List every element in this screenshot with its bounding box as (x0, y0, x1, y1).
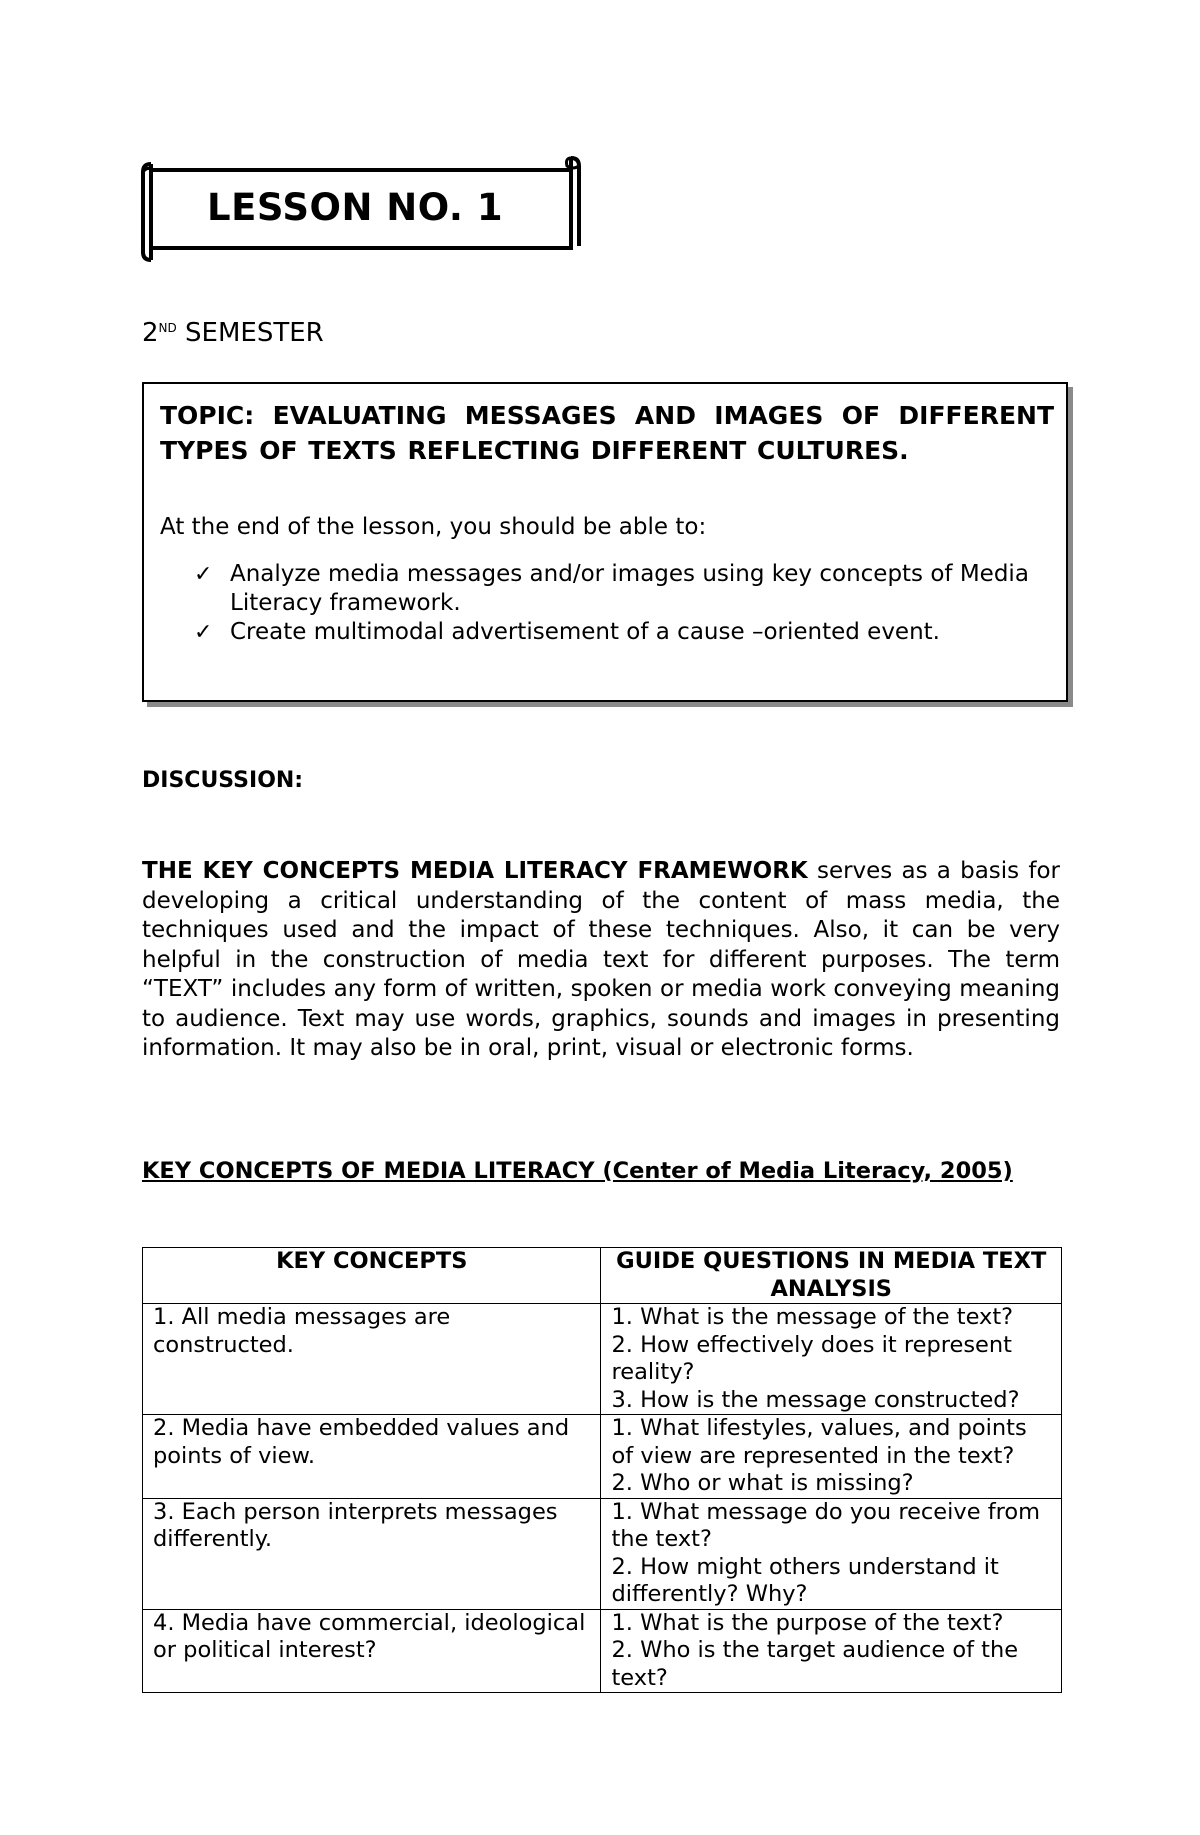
key-concepts-heading: KEY CONCEPTS OF MEDIA LITERACY (Center of Media Literacy, 2005) (142, 1158, 1013, 1184)
question-line: 2. How might others understand it differently? Why? (611, 1553, 999, 1607)
question-line: 2. Who or what is missing? (611, 1470, 914, 1496)
concept-cell: 4. Media have commercial, ideological or political interest? (143, 1609, 601, 1693)
discussion-paragraph (142, 857, 1060, 1064)
objective-text: Analyze media messages and/or images using key concepts of Media Literacy framework. (230, 561, 1029, 616)
topic-box (142, 382, 1068, 702)
questions-cell (601, 1415, 1062, 1499)
objective-text: Create multimodal advertisement of a cause –oriented event. (230, 619, 940, 645)
questions-cell (601, 1304, 1062, 1415)
question-line: 1. What is the purpose of the text? (611, 1609, 1004, 1636)
objective-item (194, 560, 1054, 618)
semester-label (142, 318, 324, 348)
header-guide-questions: GUIDE QUESTIONS IN MEDIA TEXT ANALYSIS (601, 1248, 1062, 1304)
framework-term: THE KEY CONCEPTS MEDIA LITERACY FRAMEWORK (142, 858, 808, 884)
lesson-title: LESSON NO. 1 (207, 186, 504, 229)
concept-cell: 2. Media have embedded values and points of view. (143, 1415, 601, 1499)
discussion-body: serves as a basis for developing a critical understanding of the content of mass media, the techniques used and the impact of these techniques. Also, it can be very helpful in the construction of media text for different purposes. The term “TEXT” includes any form of written, spoken or media work conveying meaning to audience. Text may use words, graphics, sounds and images in presenting information. It may also be in oral, print, visual or electronic forms. (142, 858, 1060, 1061)
question-line: 1. What lifestyles, values, and points of view are represented in the text? (611, 1415, 1027, 1469)
semester-suffix: ND (158, 321, 177, 335)
questions-cell (601, 1609, 1062, 1693)
objectives-list (194, 560, 1054, 647)
topic-title: TOPIC: EVALUATING MESSAGES AND IMAGES OF DIFFERENT TYPES OF TEXTS REFLECTING DIFFERENT CULTURES. (160, 401, 1054, 465)
concept-cell: 3. Each person interprets messages differently. (143, 1498, 601, 1609)
question-line: 1. What message do you receive from the text? (611, 1498, 1041, 1552)
discussion-heading: DISCUSSION: (142, 768, 304, 793)
check-icon: ✓ (194, 562, 213, 587)
semester-number: 2 (142, 318, 159, 348)
question-line: 2. How effectively does it represent reality? (611, 1331, 1012, 1385)
key-concepts-table (142, 1247, 1062, 1693)
topic-intro: At the end of the lesson, you should be able to: (160, 514, 707, 540)
question-line: 2. Who is the target audience of the text? (611, 1637, 1019, 1691)
check-icon: ✓ (194, 620, 213, 645)
lesson-banner (135, 148, 585, 266)
header-key-concepts: KEY CONCEPTS (143, 1248, 601, 1304)
question-line: 1. What is the message of the text? (611, 1304, 1014, 1330)
objective-item (194, 618, 1054, 647)
questions-cell (601, 1498, 1062, 1609)
table-header-row (143, 1248, 1062, 1304)
table-row (143, 1609, 1062, 1693)
question-line: 3. How is the message constructed? (611, 1386, 1020, 1413)
concept-cell: 1. All media messages are constructed. (143, 1304, 601, 1415)
table-row (143, 1415, 1062, 1499)
semester-text: SEMESTER (176, 318, 324, 348)
table-row (143, 1304, 1062, 1415)
table-row (143, 1498, 1062, 1609)
